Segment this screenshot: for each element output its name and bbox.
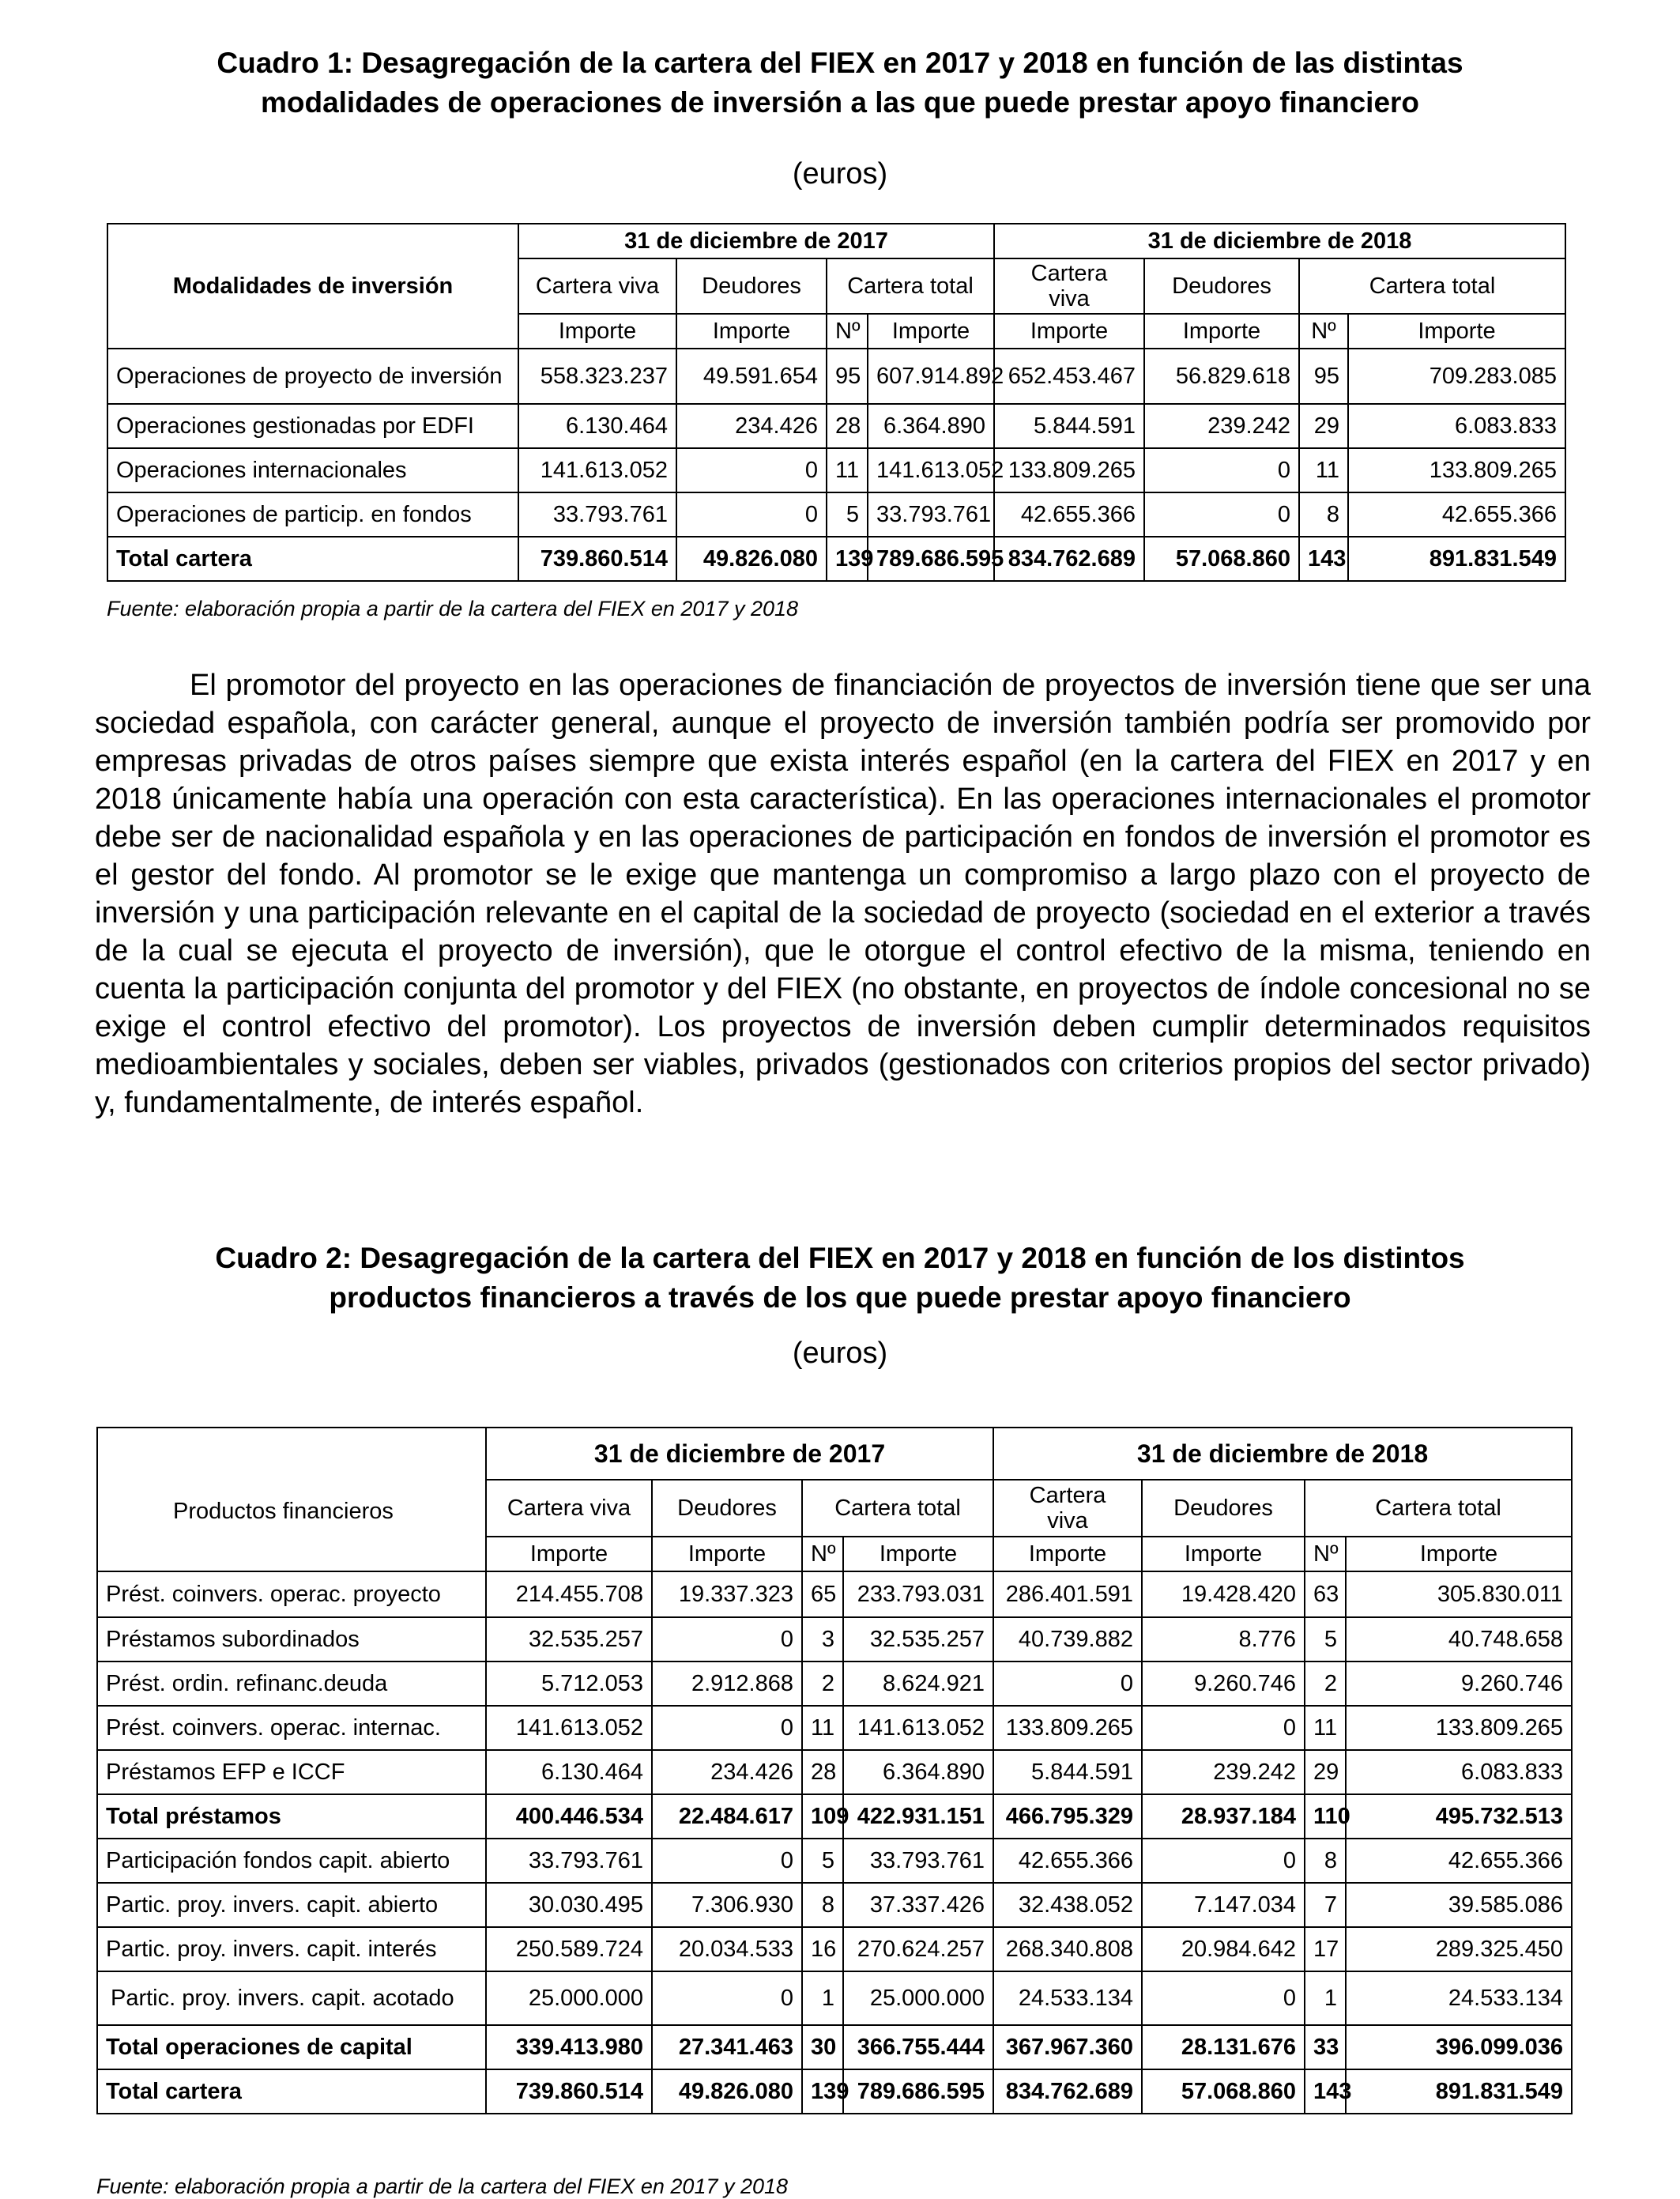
cell-amount: 233.793.031 [843,1571,993,1617]
cell-count: 29 [1299,404,1348,448]
cell-amount: 27.341.463 [652,2025,802,2069]
cell-amount: 739.860.514 [486,2069,652,2114]
table1-header-deudores-2018: Deudores [1144,258,1299,314]
cell-amount: 24.533.134 [1346,1971,1572,2025]
row-label: Operaciones de particip. en fondos [107,492,518,537]
table2-title [0,1239,1680,1318]
row-label: Total préstamos [97,1794,486,1839]
cell-amount: 6.083.833 [1348,404,1565,448]
row-label: Préstamos EFP e ICCF [97,1750,486,1794]
table2-header-deudores-2018: Deudores [1142,1480,1305,1537]
table1-title-line1: Cuadro 1: Desagregación de la cartera del FIEX en 2017 y 2018 en función de las distintas [217,47,1463,79]
cell-amount: 42.655.366 [1346,1839,1572,1883]
cell-count: 16 [802,1927,843,1971]
cell-amount: 239.242 [1144,404,1299,448]
total-row [107,537,1565,581]
row-label: Participación fondos capit. abierto [97,1839,486,1883]
cell-amount: 5.844.591 [994,404,1144,448]
table-row [97,1750,1572,1794]
cell-count: 1 [802,1971,843,2025]
table2-header-cartera-viva-2017: Cartera viva [486,1480,652,1537]
cell-amount: 0 [1142,1971,1305,2025]
cell-amount: 56.829.618 [1144,349,1299,404]
cell-count: 63 [1305,1571,1346,1617]
cell-amount: 789.686.595 [868,537,994,581]
table1-sub-importe: Importe [994,314,1144,349]
cell-count: 3 [802,1617,843,1662]
table1-sub-importe: Importe [868,314,994,349]
table1-title-line2: modalidades de operaciones de inversión a las que puede prestar apoyo financiero [260,86,1420,119]
table1-header-cartera-viva-2018: Cartera viva [994,258,1144,314]
table1-sub-importe: Importe [676,314,827,349]
cell-amount: 5.844.591 [993,1750,1142,1794]
cell-amount: 396.099.036 [1346,2025,1572,2069]
cell-amount: 0 [1142,1839,1305,1883]
cell-amount: 400.446.534 [486,1794,652,1839]
row-label: Partic. proy. invers. capit. abierto [97,1883,486,1927]
cell-amount: 57.068.860 [1144,537,1299,581]
table1-header-cartera-viva-2017: Cartera viva [518,258,676,314]
table2-title-line2: productos financieros a través de los que puede prestar apoyo financiero [329,1281,1351,1314]
table1-header-cartera-total-2018: Cartera total [1299,258,1565,314]
table2-sub-importe: Importe [486,1537,652,1571]
cell-amount: 739.860.514 [518,537,676,581]
row-label: Prést. ordin. refinanc.deuda [97,1662,486,1706]
cell-amount: 834.762.689 [994,537,1144,581]
cell-amount: 39.585.086 [1346,1883,1572,1927]
table-row [107,448,1565,492]
cell-count: 8 [1305,1839,1346,1883]
table2-sub-importe: Importe [993,1537,1142,1571]
cell-amount: 133.809.265 [1346,1706,1572,1750]
cell-amount: 33.793.761 [518,492,676,537]
table2-unit: (euros) [792,1337,888,1370]
cell-count: 11 [1305,1706,1346,1750]
cell-amount: 7.147.034 [1142,1883,1305,1927]
cell-count: 143 [1305,2069,1346,2114]
row-label: Partic. proy. invers. capit. interés [97,1927,486,1971]
cell-count: 65 [802,1571,843,1617]
cell-count: 8 [1299,492,1348,537]
cell-amount: 141.613.052 [868,448,994,492]
cell-amount: 652.453.467 [994,349,1144,404]
cell-amount: 8.776 [1142,1617,1305,1662]
cell-amount: 709.283.085 [1348,349,1565,404]
cell-amount: 0 [676,448,827,492]
table1-source: Fuente: elaboración propia a partir de la cartera del FIEX en 2017 y 2018 [107,597,799,620]
cell-amount: 234.426 [676,404,827,448]
cell-count: 8 [802,1883,843,1927]
cell-amount: 40.739.882 [993,1617,1142,1662]
cell-count: 143 [1299,537,1348,581]
table2-header-cartera-total-2017: Cartera total [802,1480,993,1537]
row-label: Total operaciones de capital [97,2025,486,2069]
cell-amount: 0 [993,1662,1142,1706]
cell-amount: 141.613.052 [843,1706,993,1750]
cell-amount: 28.131.676 [1142,2025,1305,2069]
table-row [97,1971,1572,2025]
total-row [97,2069,1572,2114]
cell-amount: 42.655.366 [1348,492,1565,537]
cell-amount: 30.030.495 [486,1883,652,1927]
table-row [97,1883,1572,1927]
cell-count: 5 [802,1839,843,1883]
cell-count: 139 [827,537,868,581]
table2-sub-importe: Importe [652,1537,802,1571]
cell-amount: 33.793.761 [843,1839,993,1883]
cell-count: 11 [1299,448,1348,492]
table2-header-cartera-total-2018: Cartera total [1305,1480,1572,1537]
cell-amount: 6.130.464 [486,1750,652,1794]
table2-header-cartera-viva-2018: Cartera viva [993,1480,1142,1537]
cell-amount: 37.337.426 [843,1883,993,1927]
cell-amount: 558.323.237 [518,349,676,404]
cell-amount: 0 [652,1839,802,1883]
cell-amount: 239.242 [1142,1750,1305,1794]
cell-amount: 7.306.930 [652,1883,802,1927]
row-label: Prést. coinvers. operac. internac. [97,1706,486,1750]
cell-count: 7 [1305,1883,1346,1927]
cell-amount: 9.260.746 [1346,1662,1572,1706]
cell-amount: 366.755.444 [843,2025,993,2069]
cell-count: 11 [827,448,868,492]
cell-amount: 0 [1144,448,1299,492]
cell-amount: 32.438.052 [993,1883,1142,1927]
cell-amount: 268.340.808 [993,1927,1142,1971]
table1 [107,223,1566,582]
cell-amount: 891.831.549 [1346,2069,1572,2114]
cell-amount: 24.533.134 [993,1971,1142,2025]
cell-count: 5 [1305,1617,1346,1662]
cell-amount: 20.984.642 [1142,1927,1305,1971]
cell-count: 5 [827,492,868,537]
cell-amount: 607.914.892 [868,349,994,404]
cell-amount: 234.426 [652,1750,802,1794]
cell-amount: 42.655.366 [994,492,1144,537]
cell-amount: 6.130.464 [518,404,676,448]
table2 [96,1427,1573,2114]
table1-header-2017: 31 de diciembre de 2017 [518,224,994,258]
cell-count: 95 [1299,349,1348,404]
table2-header-deudores-2017: Deudores [652,1480,802,1537]
table-row [107,492,1565,537]
cell-count: 33 [1305,2025,1346,2069]
table1-header-cartera-total-2017: Cartera total [827,258,994,314]
cell-amount: 32.535.257 [843,1617,993,1662]
table2-header-productos: Productos financieros [97,1428,486,1571]
table1-sub-numero: Nº [827,314,868,349]
row-label: Operaciones internacionales [107,448,518,492]
table2-sub-numero: Nº [802,1537,843,1571]
table-row [97,1617,1572,1662]
cell-amount: 141.613.052 [518,448,676,492]
cell-count: 1 [1305,1971,1346,2025]
cell-amount: 8.624.921 [843,1662,993,1706]
cell-amount: 33.793.761 [868,492,994,537]
cell-amount: 286.401.591 [993,1571,1142,1617]
cell-amount: 466.795.329 [993,1794,1142,1839]
cell-amount: 891.831.549 [1348,537,1565,581]
cell-amount: 834.762.689 [993,2069,1142,2114]
row-label: Operaciones de proyecto de inversión [107,349,518,404]
cell-count: 139 [802,2069,843,2114]
cell-amount: 9.260.746 [1142,1662,1305,1706]
cell-amount: 33.793.761 [486,1839,652,1883]
cell-count: 2 [802,1662,843,1706]
cell-amount: 0 [676,492,827,537]
table-row [97,1706,1572,1750]
total-row [97,2025,1572,2069]
table1-header-2018: 31 de diciembre de 2018 [994,224,1565,258]
cell-amount: 367.967.360 [993,2025,1142,2069]
table1-sub-numero: Nº [1299,314,1348,349]
cell-count: 28 [802,1750,843,1794]
table2-sub-importe: Importe [1346,1537,1572,1571]
cell-amount: 422.931.151 [843,1794,993,1839]
table2-sub-importe: Importe [1142,1537,1305,1571]
row-label: Total cartera [97,2069,486,2114]
cell-amount: 49.826.080 [676,537,827,581]
table1-header-modalidades: Modalidades de inversión [107,224,518,349]
cell-amount: 789.686.595 [843,2069,993,2114]
cell-count: 109 [802,1794,843,1839]
cell-amount: 214.455.708 [486,1571,652,1617]
cell-amount: 141.613.052 [486,1706,652,1750]
row-label: Operaciones gestionadas por EDFI [107,404,518,448]
cell-amount: 133.809.265 [993,1706,1142,1750]
cell-amount: 19.337.323 [652,1571,802,1617]
table-row [97,1662,1572,1706]
cell-amount: 20.034.533 [652,1927,802,1971]
cell-amount: 28.937.184 [1142,1794,1305,1839]
cell-amount: 0 [1144,492,1299,537]
table-row [97,1927,1572,1971]
cell-amount: 6.364.890 [868,404,994,448]
table1-sub-importe: Importe [518,314,676,349]
cell-amount: 289.325.450 [1346,1927,1572,1971]
row-label: Préstamos subordinados [97,1617,486,1662]
cell-amount: 5.712.053 [486,1662,652,1706]
cell-amount: 133.809.265 [994,448,1144,492]
cell-count: 29 [1305,1750,1346,1794]
cell-count: 28 [827,404,868,448]
cell-amount: 2.912.868 [652,1662,802,1706]
cell-amount: 25.000.000 [843,1971,993,2025]
row-label: Total cartera [107,537,518,581]
cell-count: 110 [1305,1794,1346,1839]
cell-amount: 6.083.833 [1346,1750,1572,1794]
cell-amount: 0 [652,1971,802,2025]
cell-amount: 305.830.011 [1346,1571,1572,1617]
table1-sub-importe: Importe [1144,314,1299,349]
cell-count: 2 [1305,1662,1346,1706]
table2-title-line1: Cuadro 2: Desagregación de la cartera del FIEX en 2017 y 2018 en función de los distintos [215,1242,1465,1274]
cell-amount: 270.624.257 [843,1927,993,1971]
cell-amount: 250.589.724 [486,1927,652,1971]
table1-header-deudores-2017: Deudores [676,258,827,314]
row-label: Partic. proy. invers. capit. acotado [97,1971,486,2025]
cell-amount: 57.068.860 [1142,2069,1305,2114]
table-row [107,404,1565,448]
cell-amount: 22.484.617 [652,1794,802,1839]
total-row [97,1794,1572,1839]
cell-amount: 0 [652,1617,802,1662]
cell-count: 95 [827,349,868,404]
table-row [107,349,1565,404]
cell-amount: 49.591.654 [676,349,827,404]
cell-count: 11 [802,1706,843,1750]
table-row [97,1839,1572,1883]
cell-amount: 495.732.513 [1346,1794,1572,1839]
cell-amount: 25.000.000 [486,1971,652,2025]
cell-amount: 0 [652,1706,802,1750]
table1-sub-importe: Importe [1348,314,1565,349]
body-paragraph: El promotor del proyecto en las operaciones de financiación de proyectos de inversión tiene que ser una sociedad española, con carácter general, aunque el proyecto de inversión también podría ser promovido por empresas privadas de otros países siempre que exista interés español (en la cartera del FIEX en 2017 y en 2018 únicamente había una operación con esta característica). En las operaciones internacionales el promotor debe ser de nacionalidad española y en las operaciones de participación en fondos de inversión el promotor es el gestor del fondo. Al promotor se le exige que mantenga un compromiso a largo plazo con el proyecto de inversión y una participación relevante en el capital de la sociedad de proyecto (sociedad en el exterior a través de la cual se ejecuta el proyecto de inversión), que le otorgue el control efectivo de la misma, teniendo en cuenta la participación conjunta del promotor y del FIEX (no obstante, en proyectos de índole concesional no se exige el control efectivo del promotor). Los proyectos de inversión deben cumplir determinados requisitos medioambientales y sociales, deben ser viables, privados (gestionados con criterios propios del sector privado) y, fundamentalmente, de interés español. [95,669,1591,1119]
table2-sub-importe: Importe [843,1537,993,1571]
cell-count: 30 [802,2025,843,2069]
table2-source: Fuente: elaboración propia a partir de la cartera del FIEX en 2017 y 2018 [96,2174,789,2198]
cell-amount: 19.428.420 [1142,1571,1305,1617]
cell-amount: 42.655.366 [993,1839,1142,1883]
row-label: Prést. coinvers. operac. proyecto [97,1571,486,1617]
cell-amount: 339.413.980 [486,2025,652,2069]
table1-unit: (euros) [792,157,888,190]
cell-amount: 0 [1142,1706,1305,1750]
table1-title [0,43,1680,123]
cell-amount: 32.535.257 [486,1617,652,1662]
cell-amount: 49.826.080 [652,2069,802,2114]
table2-sub-numero: Nº [1305,1537,1346,1571]
table2-header-2017: 31 de diciembre de 2017 [486,1428,993,1480]
cell-amount: 133.809.265 [1348,448,1565,492]
cell-amount: 40.748.658 [1346,1617,1572,1662]
table2-header-2018: 31 de diciembre de 2018 [993,1428,1572,1480]
cell-amount: 6.364.890 [843,1750,993,1794]
cell-count: 17 [1305,1927,1346,1971]
table-row [97,1571,1572,1617]
